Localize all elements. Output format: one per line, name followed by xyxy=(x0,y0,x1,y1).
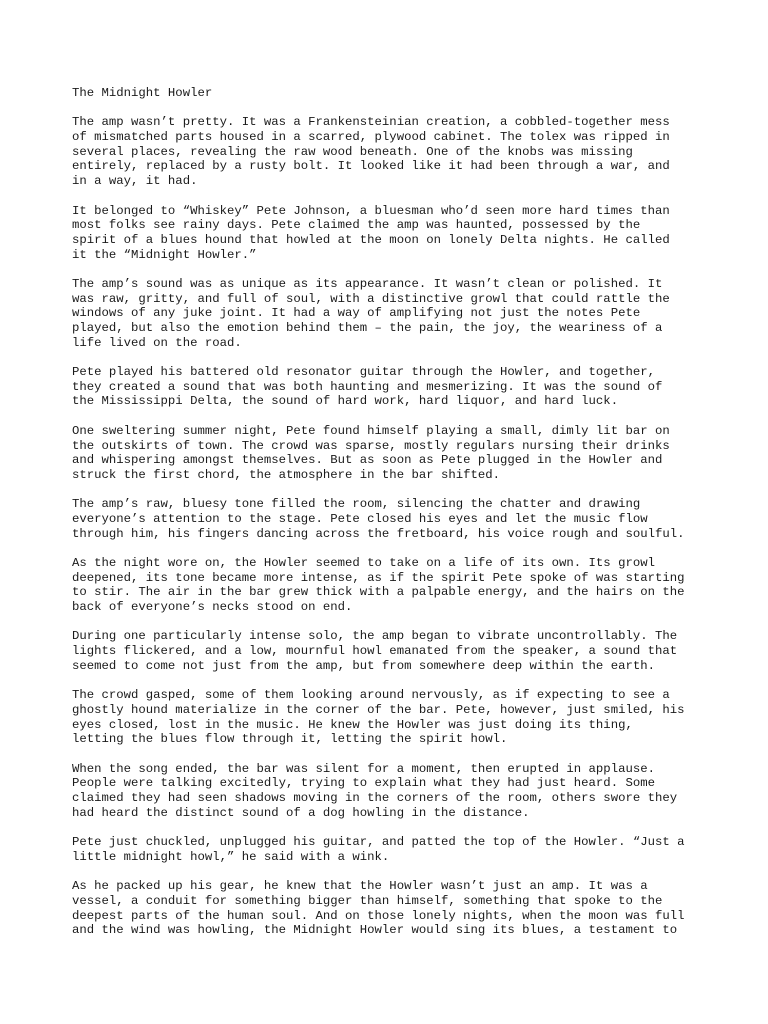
text-line: entirely, replaced by a rusty bolt. It looked like it had been through a war, and xyxy=(72,159,670,174)
text-line: and the wind was howling, the Midnight Howler would sing its blues, a testament to xyxy=(72,923,678,938)
text-line: The crowd gasped, some of them looking around nervously, as if expecting to see a xyxy=(72,688,670,703)
text-line: played, but also the emotion behind them – the pain, the joy, the weariness of a xyxy=(72,321,663,336)
document-body xyxy=(72,115,712,938)
paragraph xyxy=(72,365,712,409)
text-line: through him, his fingers dancing across the fretboard, his voice rough and soulful. xyxy=(72,526,685,541)
text-line: claimed they had seen shadows moving in the corners of the room, others swore they xyxy=(72,791,678,806)
text-line: seemed to come not just from the amp, but from somewhere deep within the earth. xyxy=(72,658,655,673)
paragraph xyxy=(72,204,712,263)
document-title: The Midnight Howler xyxy=(72,86,213,100)
text-line: and whispering amongst themselves. But as soon as Pete plugged in the Howler and xyxy=(72,453,663,468)
text-line: of mismatched parts housed in a scarred, plywood cabinet. The tolex was ripped in xyxy=(72,130,670,145)
text-line: most folks see rainy days. Pete claimed the amp was haunted, possessed by the xyxy=(72,218,641,233)
text-line: life lived on the road. xyxy=(72,335,242,350)
text-line: everyone’s attention to the stage. Pete closed his eyes and let the music flow xyxy=(72,511,648,526)
paragraph xyxy=(72,497,712,541)
paragraph xyxy=(72,835,712,864)
text-line: in a way, it had. xyxy=(72,174,198,189)
text-line: During one particularly intense solo, the amp began to vibrate uncontrollably. The xyxy=(72,629,678,644)
text-line: deepest parts of the human soul. And on those lonely nights, when the moon was full xyxy=(72,908,685,923)
text-line: had heard the distinct sound of a dog howling in the distance. xyxy=(72,805,530,820)
paragraph xyxy=(72,556,712,615)
text-line: Pete just chuckled, unplugged his guitar, and patted the top of the Howler. “Just a xyxy=(72,835,685,850)
text-line: to stir. The air in the bar grew thick with a palpable energy, and the hairs on the xyxy=(72,585,685,600)
paragraph xyxy=(72,277,712,350)
text-line: Pete played his battered old resonator guitar through the Howler, and together, xyxy=(72,365,655,380)
text-line: The amp wasn’t pretty. It was a Frankensteinian creation, a cobbled-together mess xyxy=(72,115,670,130)
text-line: spirit of a blues hound that howled at the moon on lonely Delta nights. He called xyxy=(72,232,670,247)
paragraph xyxy=(72,762,712,821)
text-line: windows of any juke joint. It had a way of amplifying not just the notes Pete xyxy=(72,306,641,321)
paragraph xyxy=(72,115,712,188)
paragraph xyxy=(72,688,712,747)
text-line: the Mississippi Delta, the sound of hard work, hard liquor, and hard luck. xyxy=(72,394,619,409)
text-line: letting the blues flow through it, letting the spirit howl. xyxy=(72,732,508,747)
text-line: One sweltering summer night, Pete found himself playing a small, dimly lit bar on xyxy=(72,423,670,438)
text-line: It belonged to “Whiskey” Pete Johnson, a bluesman who’d seen more hard times than xyxy=(72,203,670,218)
text-line: ghostly hound materialize in the corner of the bar. Pete, however, just smiled, his xyxy=(72,702,685,717)
paragraph xyxy=(72,879,712,938)
text-line: As he packed up his gear, he knew that the Howler wasn’t just an amp. It was a xyxy=(72,879,648,894)
text-line: As the night wore on, the Howler seemed to take on a life of its own. Its growl xyxy=(72,556,655,571)
text-line: they created a sound that was both haunting and mesmerizing. It was the sound of xyxy=(72,379,663,394)
text-line: it the “Midnight Howler.” xyxy=(72,247,257,262)
text-line: lights flickered, and a low, mournful howl emanated from the speaker, a sound that xyxy=(72,644,678,659)
text-line: little midnight howl,” he said with a wink. xyxy=(72,849,390,864)
text-line: several places, revealing the raw wood beneath. One of the knobs was missing xyxy=(72,144,633,159)
text-line: When the song ended, the bar was silent for a moment, then erupted in applause. xyxy=(72,761,655,776)
paragraph xyxy=(72,629,712,673)
text-line: eyes closed, lost in the music. He knew the Howler was just doing its thing, xyxy=(72,717,633,732)
document-page xyxy=(72,86,712,953)
text-line: deepened, its tone became more intense, as if the spirit Pete spoke of was starting xyxy=(72,570,685,585)
text-line: People were talking excitedly, trying to explain what they had just heard. Some xyxy=(72,776,655,791)
text-line: The amp’s sound was as unique as its appearance. It wasn’t clean or polished. It xyxy=(72,276,663,291)
text-line: The amp’s raw, bluesy tone filled the room, silencing the chatter and drawing xyxy=(72,497,641,512)
paragraph xyxy=(72,424,712,483)
text-line: was raw, gritty, and full of soul, with a distinctive growl that could rattle the xyxy=(72,291,670,306)
text-line: vessel, a conduit for something bigger than himself, something that spoke to the xyxy=(72,893,663,908)
text-line: struck the first chord, the atmosphere in the bar shifted. xyxy=(72,467,501,482)
text-line: the outskirts of town. The crowd was sparse, mostly regulars nursing their drinks xyxy=(72,438,670,453)
text-line: back of everyone’s necks stood on end. xyxy=(72,600,353,615)
